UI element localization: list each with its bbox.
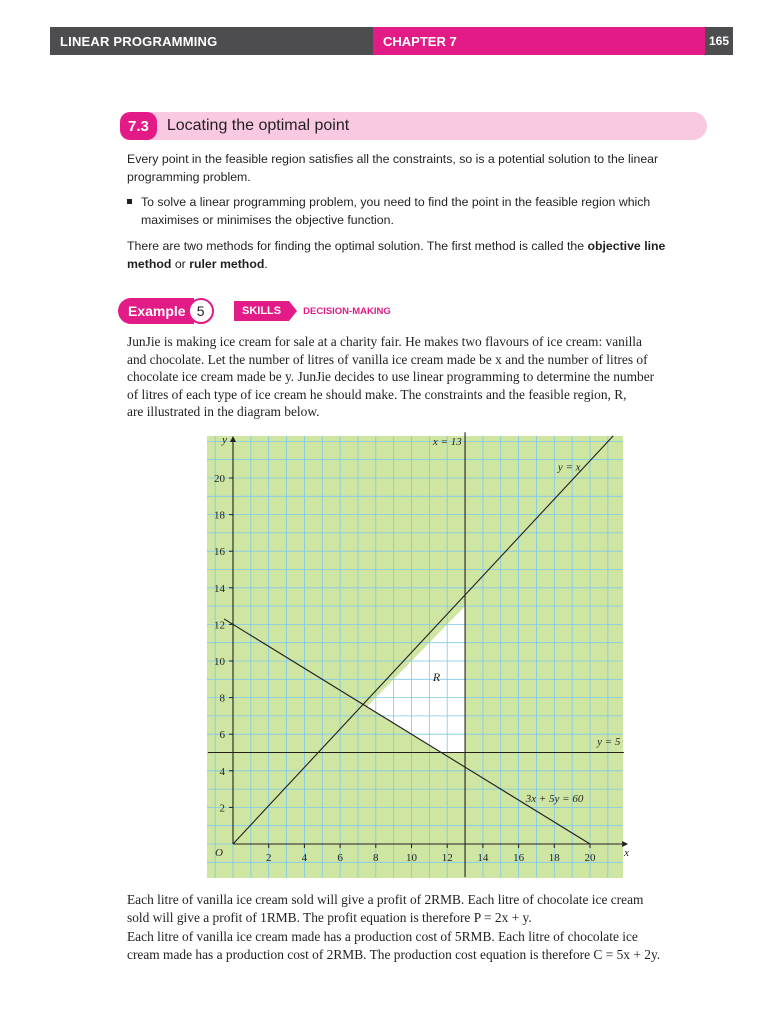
methods-text-start: There are two methods for finding the optimal solution. The first method is called the [127,239,588,253]
outro-text [127,891,707,963]
outro-line: Each litre of vanilla ice cream sold will give a profit of 2RMB. Each litre of chocolate ice cream [127,892,644,907]
region-label-r: R [432,670,441,685]
example-line: are illustrated in the diagram below. [127,404,320,420]
x-tick-label: 12 [441,852,453,864]
x-tick-label: 10 [406,852,417,864]
label-3x-5y-60: 3x + 5y = 60 [525,792,584,805]
y-tick-label: 2 [219,802,225,815]
example-number: 5 [188,298,214,324]
bullet-text: To solve a linear programming problem, you need to find the point in the feasible region which maximises or minimises the objective function. [141,195,651,227]
plot-background [207,436,623,878]
y-tick-label: 6 [219,729,225,742]
example-line: and chocolate. Let the number of litres of vanilla ice cream made be x and the number of litres of [127,351,648,367]
y-tick-label: 14 [214,582,225,595]
ruler-method-term: ruler method [189,257,265,271]
objective-line-method-term: objective line method [127,239,666,271]
y-tick-label: 12 [214,619,225,632]
x-tick-label: 16 [513,852,525,864]
origin-label: O [215,847,223,859]
outro-line: sold will give a profit of 1RMB. The profit equation is therefore P = 2x + y. [127,909,532,925]
y-tick-label: 18 [214,509,225,522]
example-line: of litres of each type of ice cream he should make. The constraints and the feasible region, R, [127,386,627,402]
y-tick-label: 4 [219,765,225,778]
x-axis-label: x [624,847,630,859]
section-number: 7.3 [120,112,157,140]
y-tick-label: 8 [219,692,225,705]
y-tick-label: 20 [214,473,225,485]
outro-line: Each litre of vanilla ice cream made has a production cost of 5RMB. Each litre of chocolate ice [127,929,638,945]
outro-line: cream made has a production cost of 2RMB. The production cost equation is therefore C = 5x + 2y. [127,946,661,962]
x-tick-label: 2 [265,852,272,864]
section-title: Locating the optimal point [166,117,350,134]
x-tick-label: 8 [373,852,379,864]
chapter-number: CHAPTER 7 [383,34,457,49]
x-tick-label: 6 [337,852,343,864]
skills-text: DECISION-MAKING [303,305,391,317]
x-tick-label: 4 [301,852,308,864]
skills-tag: SKILLS [234,301,289,321]
x-tick-label: 14 [477,852,489,864]
example-line: chocolate ice cream made be y. JunJie decides to use linear programming to determine the number [127,369,655,385]
methods-text-end: . [264,257,268,271]
page-number: 165 [705,27,733,55]
x-tick-label: 20 [584,852,596,864]
chapter-topic: LINEAR PROGRAMMING [50,27,373,55]
y-tick-label: 16 [214,546,225,559]
label-y-5: y = 5 [597,736,621,749]
y-tick-label: 10 [214,656,225,668]
x-tick-label: 18 [548,852,560,864]
label-x-13: x = 13 [432,436,462,449]
y-axis-label: y [222,434,227,446]
label-y-equals-x: y = x [557,461,581,474]
example-label: Example [118,298,194,324]
example-line: JunJie is making ice cream for sale at a charity fair. He makes two flavours of ice cream: vanilla [127,334,642,349]
methods-text-or: or [171,257,190,271]
intro-paragraph: Every point in the feasible region satisfies all the constraints, so is a potential solution to the linear programming problem. [127,152,659,184]
